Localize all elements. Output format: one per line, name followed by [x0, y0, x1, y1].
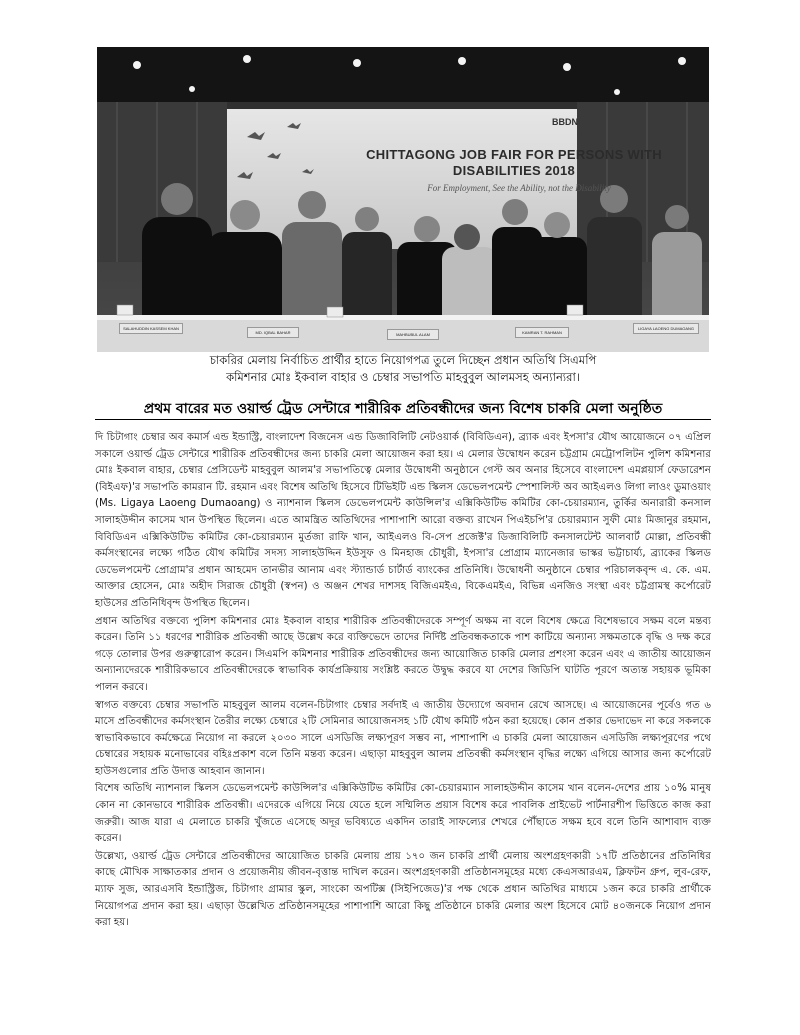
- article-headline: প্রথম বারের মত ওয়ার্ল্ড ট্রেড সেন্টারে শারীরিক প্রতিবন্ধীদের জন্য বিশেষ চাকরি মেলা অনুষ্ঠিত: [143, 401, 663, 417]
- bbdn-logo: BBDN: [552, 117, 578, 127]
- banner-title: CHITTAGONG JOB FAIR FOR PERSONS WITH DISABILITIES 2018: [366, 147, 662, 178]
- caption-line: কমিশনার মোঃ ইকবাল বাহার ও চেম্বার সভাপতি মাহবুবুল আলমসহ অন্যান্যরা।: [226, 370, 580, 384]
- nameplate: LIGAYA LAOENG DUMAOANG: [633, 323, 699, 334]
- paragraph: দি চিটাগাং চেম্বার অব কমার্স এন্ড ইন্ডাস্ট্রি, বাংলাদেশ বিজনেস এন্ড ডিজাবিলিটি নেটওয়ার্ক (বিবিডিএন), ব্র্যাক এবং ইপসা'র যৌথ আয়োজনে ০৭ এপ্রিল সকালে ওয়ার্ল্ড ট্রেড সেন্টারে শারীরিক প্রতিবন্ধীদের জন্য চাকরি মেলা আয়োজন করা হয়। এ মেলার উদ্বোধন করেন চট্টগ্রাম মেট্রোপলিটন পুলিশ কমিশনার মোঃ ইকবাল বাহার, চেম্বার প্রেসিডেন্ট মাহবুবুল আলম'র সভাপতিত্বে মেলার উদ্বোধনী অনুষ্ঠানে গেস্ট অব অনার হিসেবে বাংলাদেশ এমপ্লয়ার্স ফেডারেশন (বিইএফ)'র সভাপতি কামরান টি. রহমান এবং বিশেষ অতিথি হিসেবে টিভিইটি এন্ড স্কিলস ডেভেলপমেন্ট স্পেশালিস্ট অব আইএলও লিগা লাওং ডুমাওয়াং (Ms. Ligaya Laoeng Dumaoang) ও ন্যাশনাল স্কিলস ডেভেলপমেন্ট কাউন্সিল'র এক্সিকিউটিভ কমিটির কো-চেয়ারম্যান, তুর্কির অনারারী কনসাল সালাহউদ্দীন কাসেম খান উপস্থিত ছিলেন। এতে আমন্ত্রিত অতিথিদের পাশাপাশি আরো বক্তব্য রাখেন পিএইচপি'র চেয়ারম্যান সুফী মোঃ মিজানুর রহমান, বিবিডিএন এক্সিকিউটিভ কমিটির কো-চেয়ারম্যান মুর্তজা রাফি খান, আইএলও বি-সেপ প্রজেক্ট'র ডিজাবিলিটি কনসালটেন্ট আলবার্ট মোল্লা, প্রতিবন্ধী কর্মসংস্থানের লক্ষ্যে গঠিত যৌথ কমিটির সদস্য সালাহউদ্দিন ইউসুফ ও মিনহাজ চৌধুরী, ইপসা'র প্রোগ্রাম ম্যানেজার ভাস্কর ভট্টাচার্য্য, ব্র্যাকের স্কিলড ডেভেলপমেন্ট প্রোগ্রাম'র প্রধান আহমেদ তানভীর আনাম এবং স্ট্যান্ডার্ড চার্টার্ড ব্যাংকের প্রতিনিধি। উদ্বোধনী অনুষ্ঠানে চেম্বার পরিচালকবৃন্দ এ. কে. এম. আক্তার হোসেন, মোঃ অহীদ সিরাজ চৌধুরী (স্বপন) ও অঞ্জন শেখর দাশসহ বিজিএমইএ, বিকেএমইএ, বিভিন্ন এনজিও সংস্থা এবং চট্টগ্রামস্থ কর্পোরেট হাউসের প্রতিনিধিবৃন্দ উপস্থিত ছিলেন।: [95, 432, 711, 609]
- paragraph: প্রধান অতিথির বক্তব্যে পুলিশ কমিশনার মোঃ ইকবাল বাহার শারীরিক প্রতিবন্ধীদেরকে সম্পূর্ণ অক্ষম না বলে বিশেষ ক্ষেত্রে বিশেষভাবে সক্ষম বলে মন্তব্য করেন। তিনি ১১ ধরণের শারীরিক প্রতিবন্ধী আছে উল্লেখ করে ব্যক্তিভেদে তাদের নির্দিষ্ট প্রতিবন্ধকতাকে পাশ কাটিয়ে অন্যান্য সক্ষমতাকে বৃদ্ধি ও দক্ষ করে গড়ে তোলার উপর গুরুত্বারোপ করেন। সিএমপি কমিশনার শারীরিক প্রতিবন্ধীদের জন্য আয়োজিত চাকরি মেলার প্রশংসা করেন এবং এ জাতীয় আয়োজন অন্যান্যদেরকে শারীরিকভাবে প্রতিবন্ধীদেরকে স্বাভাবিক কার্যপ্রক্রিয়ায় সংশ্লিষ্ট করতে উদ্বুদ্ধ করবে যা দেশের জিডিপি ঘাটতি পূরণে অত্যন্ত সহায়ক ভূমিকা পালন করবে।: [95, 615, 711, 693]
- headline-underline: [95, 419, 711, 420]
- caption-line: চাকরির মেলায় নির্বাচিত প্রার্থীর হাতে নিয়োগপত্র তুলে দিচ্ছেন প্রধান অতিথি সিএমপি: [209, 353, 597, 367]
- article-body: [95, 430, 711, 933]
- nameplate: KAMRAN T. RAHMAN: [515, 327, 569, 338]
- paragraph: বিশেষ অতিথি ন্যাশনাল স্কিলস ডেভেলপমেন্ট কাউন্সিল'র এক্সিকিউটিভ কমিটির কো-চেয়ারম্যান সালাহউদ্দীন কাসেম খান বলেন-দেশের প্রায় ১০% মানুষ কোন না কোনভাবে শারীরিক প্রতিবন্ধী। এদেরকে এগিয়ে নিয়ে যেতে হলে সম্মিলিত প্রয়াস বিশেষ করে পাবলিক প্রাইভেট পার্টনারশীপ ভিত্তিতে কাজ করা জরুরী। আজ যারা এ মেলাতে চাকরি খুঁজতে এসেছে অদূর ভবিষ্যতে একদিন তারাই সাফল্যের শেখরে পৌঁছাতে সক্ষম হবে বলে তিনি আশাবাদ ব্যক্ত করেন।: [95, 783, 711, 845]
- nameplate: MAHBUBUL ALAM: [387, 329, 439, 340]
- photo-caption: [97, 352, 709, 386]
- nameplate: MD. IQBAL BAHAR: [247, 327, 299, 338]
- nameplate: SALAHUDDIN KASSEM KHAN: [119, 323, 183, 334]
- paragraph: স্বাগত বক্তব্যে চেম্বার সভাপতি মাহবুবুল আলম বলেন-চিটাগাং চেম্বার সর্বদাই এ জাতীয় উদ্যোগে অবদান রেখে আসছে। এ আয়োজনের পূর্বেও গত ৬ মাসে প্রতিবন্ধীদের কর্মসংস্থান তৈরীর লক্ষ্যে চেম্বারে ২টি সেমিনার আয়োজনসহ ১টি যৌথ কমিটি গঠন করা হয়েছে। কোন প্রকার ভেদাভেদ না করে সকলকে স্বাভাবিকভাবে কর্মক্ষেত্রে নিয়োগ না করলে ২০৩০ সালে এসডিজি লক্ষ্যপূরণ সম্ভব না, পাশাপাশি এ চাকরি মেলা আয়োজন এসডিজি লক্ষ্যপূরণের পথে চেম্বারের সহায়ক মনোভাবের বহিঃপ্রকাশ বলে তিনি মন্তব্য করেন। এছাড়া মাহবুবুল আলম প্রতিবন্ধী কর্মসংস্থান বৃদ্ধির লক্ষ্যে এগিয়ে আসার জন্য কর্পোরেট হাউসগুলোর প্রতি উদাত্ত আহবান জানান।: [95, 699, 711, 777]
- paragraph: উল্লেখ্য, ওয়ার্ল্ড ট্রেড সেন্টারে প্রতিবন্ধীদের আয়োজিত চাকরি মেলায় প্রায় ১৭০ জন চাকরি প্রার্থী মেলায় অংশগ্রহণকারী ১৭টি প্রতিষ্ঠানের প্রতিনিধির কাছে মৌখিক সাক্ষাতকার প্রদান ও প্রয়োজনীয় জীবন-বৃত্তান্ত দাখিল করেন। অংশগ্রহণকারী প্রতিষ্ঠানসমূহের মধ্যে কেএসআরএম, ক্লিফটন গ্রুপ, লুব-রেফ, ম্যাফ সুজ, আরএসবি ইন্ডাস্ট্রিজ, চিটাগাং গ্রামার স্কুল, সাংকো অপটিক্স (সিইপিজেড)'র পক্ষ থেকে প্রধান অতিথির মাধ্যমে ১জন করে চাকরি প্রার্থীকে নিয়োগপত্র প্রদান করা হয়। এছাড়া উল্লেখিত প্রতিষ্ঠানসমূহের পাশাপাশি আরো কিছু প্রতিষ্ঠানে চাকরি মেলার অংশ হিসেবে মোট ৪০জনকে নিয়োগ প্রদান করা হয়।: [95, 850, 711, 929]
- event-photo: [97, 47, 709, 352]
- photo-illustration: [97, 47, 709, 352]
- banner-subtitle: For Employment, See the Ability, not the Disability: [427, 183, 611, 193]
